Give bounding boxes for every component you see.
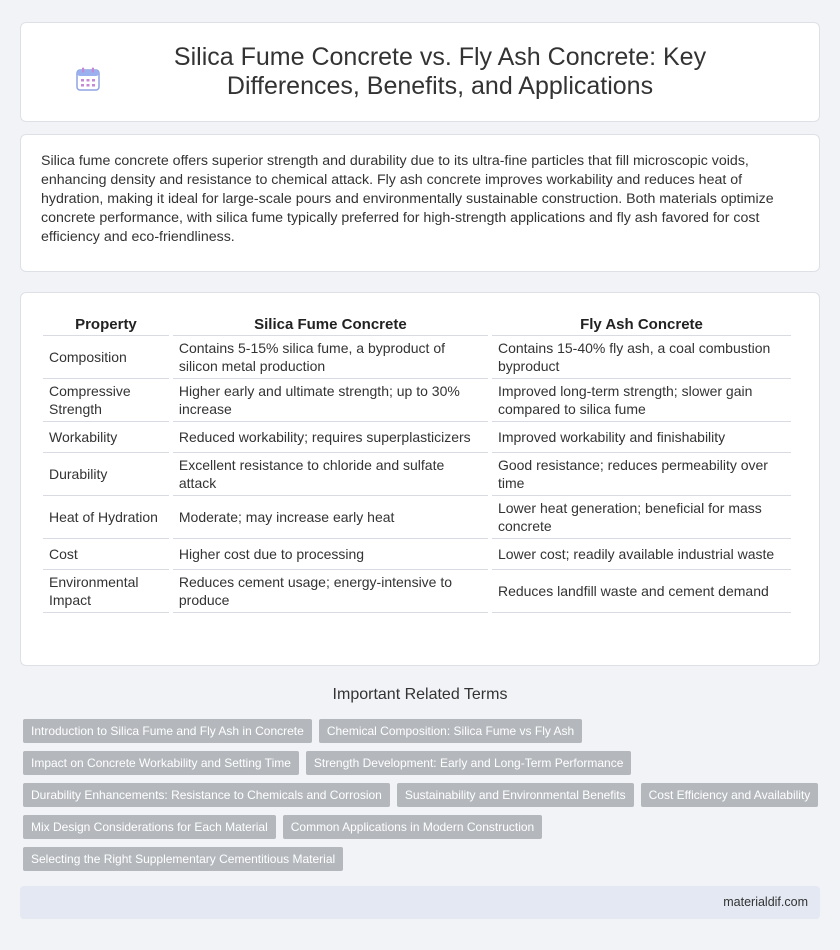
table-row <box>43 496 791 539</box>
related-term-tag[interactable]: Impact on Concrete Workability and Setting Time <box>23 751 299 775</box>
cell-fly-ash: Improved long-term strength; slower gain compared to silica fume <box>492 379 791 422</box>
related-terms-tags <box>23 719 823 871</box>
cell-silica-fume: Excellent resistance to chloride and sulfate attack <box>173 453 488 496</box>
cell-property: Environmental Impact <box>43 570 169 613</box>
cell-property: Composition <box>43 336 169 379</box>
cell-silica-fume: Contains 5-15% silica fume, a byproduct of silicon metal production <box>173 336 488 379</box>
related-term-tag[interactable]: Durability Enhancements: Resistance to Chemicals and Corrosion <box>23 783 390 807</box>
summary-card <box>20 134 820 272</box>
cell-silica-fume: Higher early and ultimate strength; up to 30% increase <box>173 379 488 422</box>
header-property: Property <box>43 313 169 336</box>
cell-fly-ash: Lower heat generation; beneficial for mass concrete <box>492 496 791 539</box>
table-row <box>43 379 791 422</box>
table-row <box>43 336 791 379</box>
cell-property: Durability <box>43 453 169 496</box>
comparison-table <box>39 313 795 613</box>
page-title: Silica Fume Concrete vs. Fly Ash Concrete: Key Differences, Benefits, and Applications <box>173 43 707 100</box>
header-silica-fume: Silica Fume Concrete <box>173 313 488 336</box>
cell-fly-ash: Reduces landfill waste and cement demand <box>492 570 791 613</box>
cell-silica-fume: Reduces cement usage; energy-intensive to produce <box>173 570 488 613</box>
footer <box>20 886 820 919</box>
cell-property: Compressive Strength <box>43 379 169 422</box>
related-term-tag[interactable]: Chemical Composition: Silica Fume vs Fly Ash <box>319 719 582 743</box>
calendar-icon <box>75 66 101 92</box>
cell-fly-ash: Contains 15-40% fly ash, a coal combustion byproduct <box>492 336 791 379</box>
related-term-tag[interactable]: Selecting the Right Supplementary Cementitious Material <box>23 847 343 871</box>
header-fly-ash: Fly Ash Concrete <box>492 313 791 336</box>
table-row <box>43 570 791 613</box>
table-header-row <box>43 313 791 336</box>
cell-property: Workability <box>43 422 169 453</box>
title-wrap <box>35 43 805 101</box>
cell-silica-fume: Higher cost due to processing <box>173 539 488 570</box>
table-row <box>43 539 791 570</box>
cell-silica-fume: Moderate; may increase early heat <box>173 496 488 539</box>
cell-fly-ash: Good resistance; reduces permeability over time <box>492 453 791 496</box>
title-card <box>20 22 820 122</box>
table-row <box>43 453 791 496</box>
cell-fly-ash: Improved workability and finishability <box>492 422 791 453</box>
related-term-tag[interactable]: Mix Design Considerations for Each Material <box>23 815 276 839</box>
cell-silica-fume: Reduced workability; requires superplasticizers <box>173 422 488 453</box>
related-term-tag[interactable]: Common Applications in Modern Construction <box>283 815 542 839</box>
related-term-tag[interactable]: Strength Development: Early and Long-Term Performance <box>306 751 632 775</box>
table-row <box>43 422 791 453</box>
footer-site-link[interactable]: materialdif.com <box>723 895 808 909</box>
related-term-tag[interactable]: Introduction to Silica Fume and Fly Ash in Concrete <box>23 719 312 743</box>
comparison-table-card <box>20 292 820 666</box>
related-terms-heading: Important Related Terms <box>332 686 508 703</box>
related-term-tag[interactable]: Sustainability and Environmental Benefits <box>397 783 634 807</box>
cell-property: Cost <box>43 539 169 570</box>
cell-fly-ash: Lower cost; readily available industrial waste <box>492 539 791 570</box>
cell-property: Heat of Hydration <box>43 496 169 539</box>
related-term-tag[interactable]: Cost Efficiency and Availability <box>641 783 819 807</box>
summary-text: Silica fume concrete offers superior strength and durability due to its ultra-fine particles that fill microscopic voids, enhancing density and resistance to chemical attack. Fly ash concrete improves workability and reduces heat of hydration, making it ideal for large-scale pours and environmentally sustainable construction. Both materials optimize concrete performance, with silica fume typically preferred for high-strength applications and fly ash favored for cost efficiency and eco-friendliness. <box>41 153 774 245</box>
